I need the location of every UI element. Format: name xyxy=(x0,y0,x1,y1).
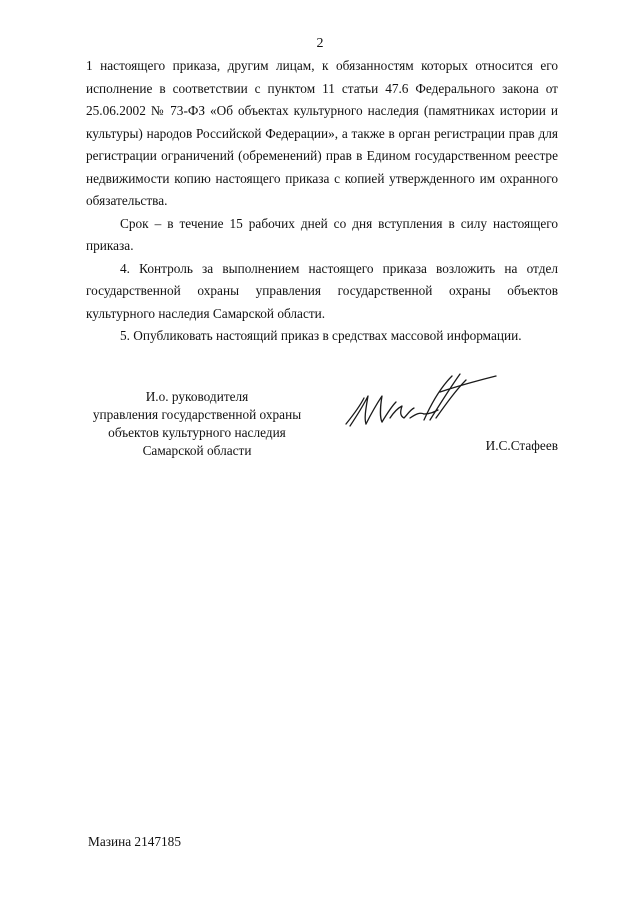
handwritten-signature xyxy=(340,368,500,440)
signer-title-line: Самарской области xyxy=(142,443,252,458)
signer-title-line: объектов культурного наследия xyxy=(108,425,286,440)
paragraph-item-4: 4. Контроль за выполнением настоящего приказа возложить на отдел государственной охраны управления государственной охраны объектов культурного наследия Самарской области. xyxy=(86,260,558,321)
paragraph-continuation: 1 настоящего приказа, другим лицам, к обязанностям которых относится его исполнение в соответствии с пунктом 11 статьи 47.6 Федерального закона от 25.06.2002 № 73-ФЗ «Об объектах культурного наследия (памятниках истории и культуры) народов Российской Федерации», а также в орган регистрации прав для регистрации ограничений (обременений) прав в Едином государственном реестре недвижимости копию настоящего приказа с копией утвержденного им охранного обязательства. xyxy=(86,58,558,208)
signer-title xyxy=(84,388,310,460)
document-body xyxy=(86,55,558,348)
paragraph-item-5: 5. Опубликовать настоящий приказ в средствах массовой информации. xyxy=(120,328,522,343)
page-number: 2 xyxy=(316,36,324,51)
signer-title-line: И.о. руководителя xyxy=(145,389,249,404)
signer-title-line: управления государственной охраны xyxy=(92,407,302,422)
signer-name: И.С.Стафеев xyxy=(485,438,558,453)
executor-contact: Мазина 2147185 xyxy=(88,834,181,849)
paragraph-deadline: Срок – в течение 15 рабочих дней со дня вступления в силу настоящего приказа. xyxy=(86,215,558,253)
